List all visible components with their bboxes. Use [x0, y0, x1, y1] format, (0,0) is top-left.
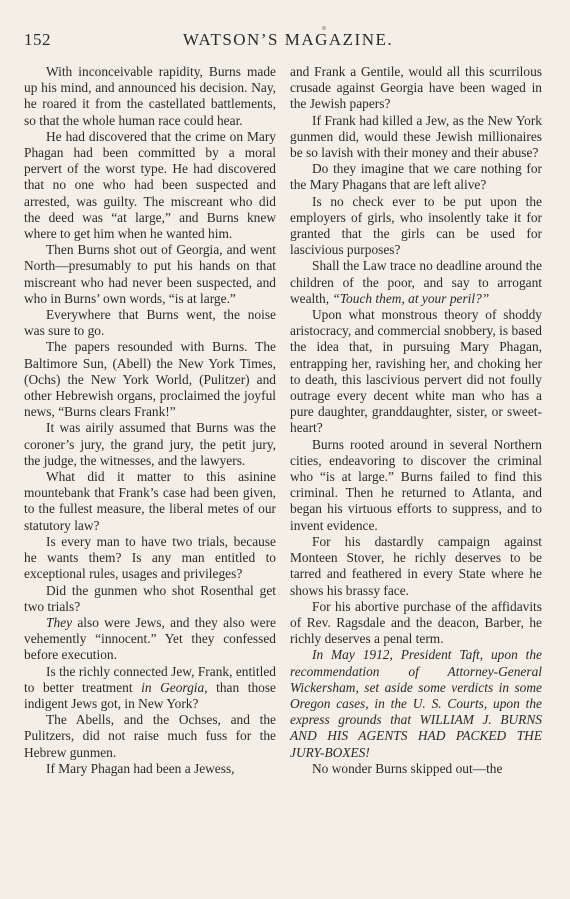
paragraph [290, 258, 542, 307]
italic-text: In May 1912, President Taft, upon the recommendation of Attorney-General Wickersham, set aside some verdicts in some Oregon cases, in the U. S. Courts, upon the express grounds that WILLIAM J. BURNS AND HIS AGENTS HAD PACKED THE JURY-BOXES! [290, 647, 542, 760]
paragraph-text: Shall the Law trace no deadline around the children of the poor, and say to arrogant wealth, [290, 258, 542, 306]
paragraph: It was airily assumed that Burns was the coroner’s jury, the grand jury, the petit jury, the judge, the witnesses, and the lawyers. [24, 420, 276, 468]
paragraph: For his dastardly campaign against Monteen Stover, he richly deserves to be tarred and feathered in every State where he shows his brassy face. [290, 533, 542, 598]
paragraph: If Frank had killed a Jew, as the New York gunmen did, would these Jewish millionaires be so lavish with their money and their abuse? [290, 112, 542, 161]
right-column [290, 64, 542, 777]
paragraph [24, 664, 276, 713]
paragraph: Is every man to have two trials, because he wants them? Is any man entitled to exceptional rules, usages and privileges? [24, 533, 276, 582]
paragraph-text: than those indigent Jews got, in New York? [24, 679, 276, 711]
paragraph: If Mary Phagan had been a Jewess, [46, 760, 235, 776]
paragraph [24, 615, 276, 664]
paragraph: With inconceivable rapidity, Burns made up his mind, and announced his decision. Nay, he roared it from the castellated battlements, so that the whole human race could hear. [24, 64, 276, 128]
paragraph: What did it matter to this asinine mountebank that Frank’s case had been given, to the fullest measure, the liberal metes of our statutory law? [24, 469, 276, 533]
italic-text: “Touch them, at your peril?” [332, 290, 490, 306]
paragraph: The papers resounded with Burns. The Baltimore Sun, (Abell) the New York Times, (Ochs) the New York World, (Pulitzer) and other Hebrewish organs, proclaimed the joyful news, “Burns clears Frank!” [24, 339, 276, 420]
paragraph: He had discovered that the crime on Mary Phagan had been committed by a moral pervert of the worst type. He had discovered that no one who had been suspected and arrested, was guilty. The miscreant who did the deed was “at large,” and Burns knew where to get him when he wanted him. [24, 128, 276, 242]
paragraph: Burns rooted around in several Northern cities, endeavoring to discover the criminal who “is at large.” Burns failed to find this criminal. Then he returned to Atlanta, and began his virtuous efforts to suppress, and to invent evidence. [290, 436, 542, 533]
page-header [24, 30, 552, 52]
paragraph: Is no check ever to be put upon the employers of girls, who insolently take it for granted that the girls can be used for lascivious purposes? [290, 193, 542, 258]
paragraph-text: also were Jews, and they also were vehemently “innocent.” Yet they confessed before execution. [24, 614, 276, 663]
paragraph: Then Burns shot out of Georgia, and went North—presumably to put his hands on that miscreant who had never been suspected, and who in Burns’ own words, “is at large.” [24, 242, 276, 306]
paragraph: Do they imagine that we care nothing for the Mary Phagans that are left alive? [290, 161, 542, 193]
page-number: 152 [24, 30, 51, 49]
paragraph-text: Is the richly connected Jew, Frank, entitled to better treatment [24, 663, 276, 695]
paragraph: The Abells, and the Ochses, and the Pulitzers, did not raise much fuss for the Hebrew gunmen. [24, 712, 276, 760]
print-speck [322, 26, 326, 30]
italic-text: They [46, 614, 73, 630]
paragraph: Upon what monstrous theory of shoddy aristocracy, and commercial snobbery, is based the idea that, in pursuing Mary Phagan, entrapping her, ravishing her, and choking her to death, this lascivious pervert did not foully outrage every decent white man who has a pure daughter, granddaughter, sister, or sweet-heart? [290, 307, 542, 436]
paragraph: No wonder Burns skipped out—the [312, 760, 503, 776]
paragraph: Did the gunmen who shot Rosenthal get two trials? [24, 582, 276, 614]
paragraph: For his abortive purchase of the affidavits of Rev. Ragsdale and the deacon, Barber, he richly deserves a penal term. [290, 598, 542, 647]
paragraph [290, 647, 542, 760]
italic-text: in Georgia, [141, 679, 208, 695]
paragraph: and Frank a Gentile, would all this scurrilous crusade against Georgia have been waged in the Jewish papers? [290, 64, 542, 112]
left-column [24, 64, 276, 777]
running-head: WATSON’S MAGAZINE. [182, 30, 394, 49]
paragraph: Everywhere that Burns went, the noise was sure to go. [24, 307, 276, 339]
